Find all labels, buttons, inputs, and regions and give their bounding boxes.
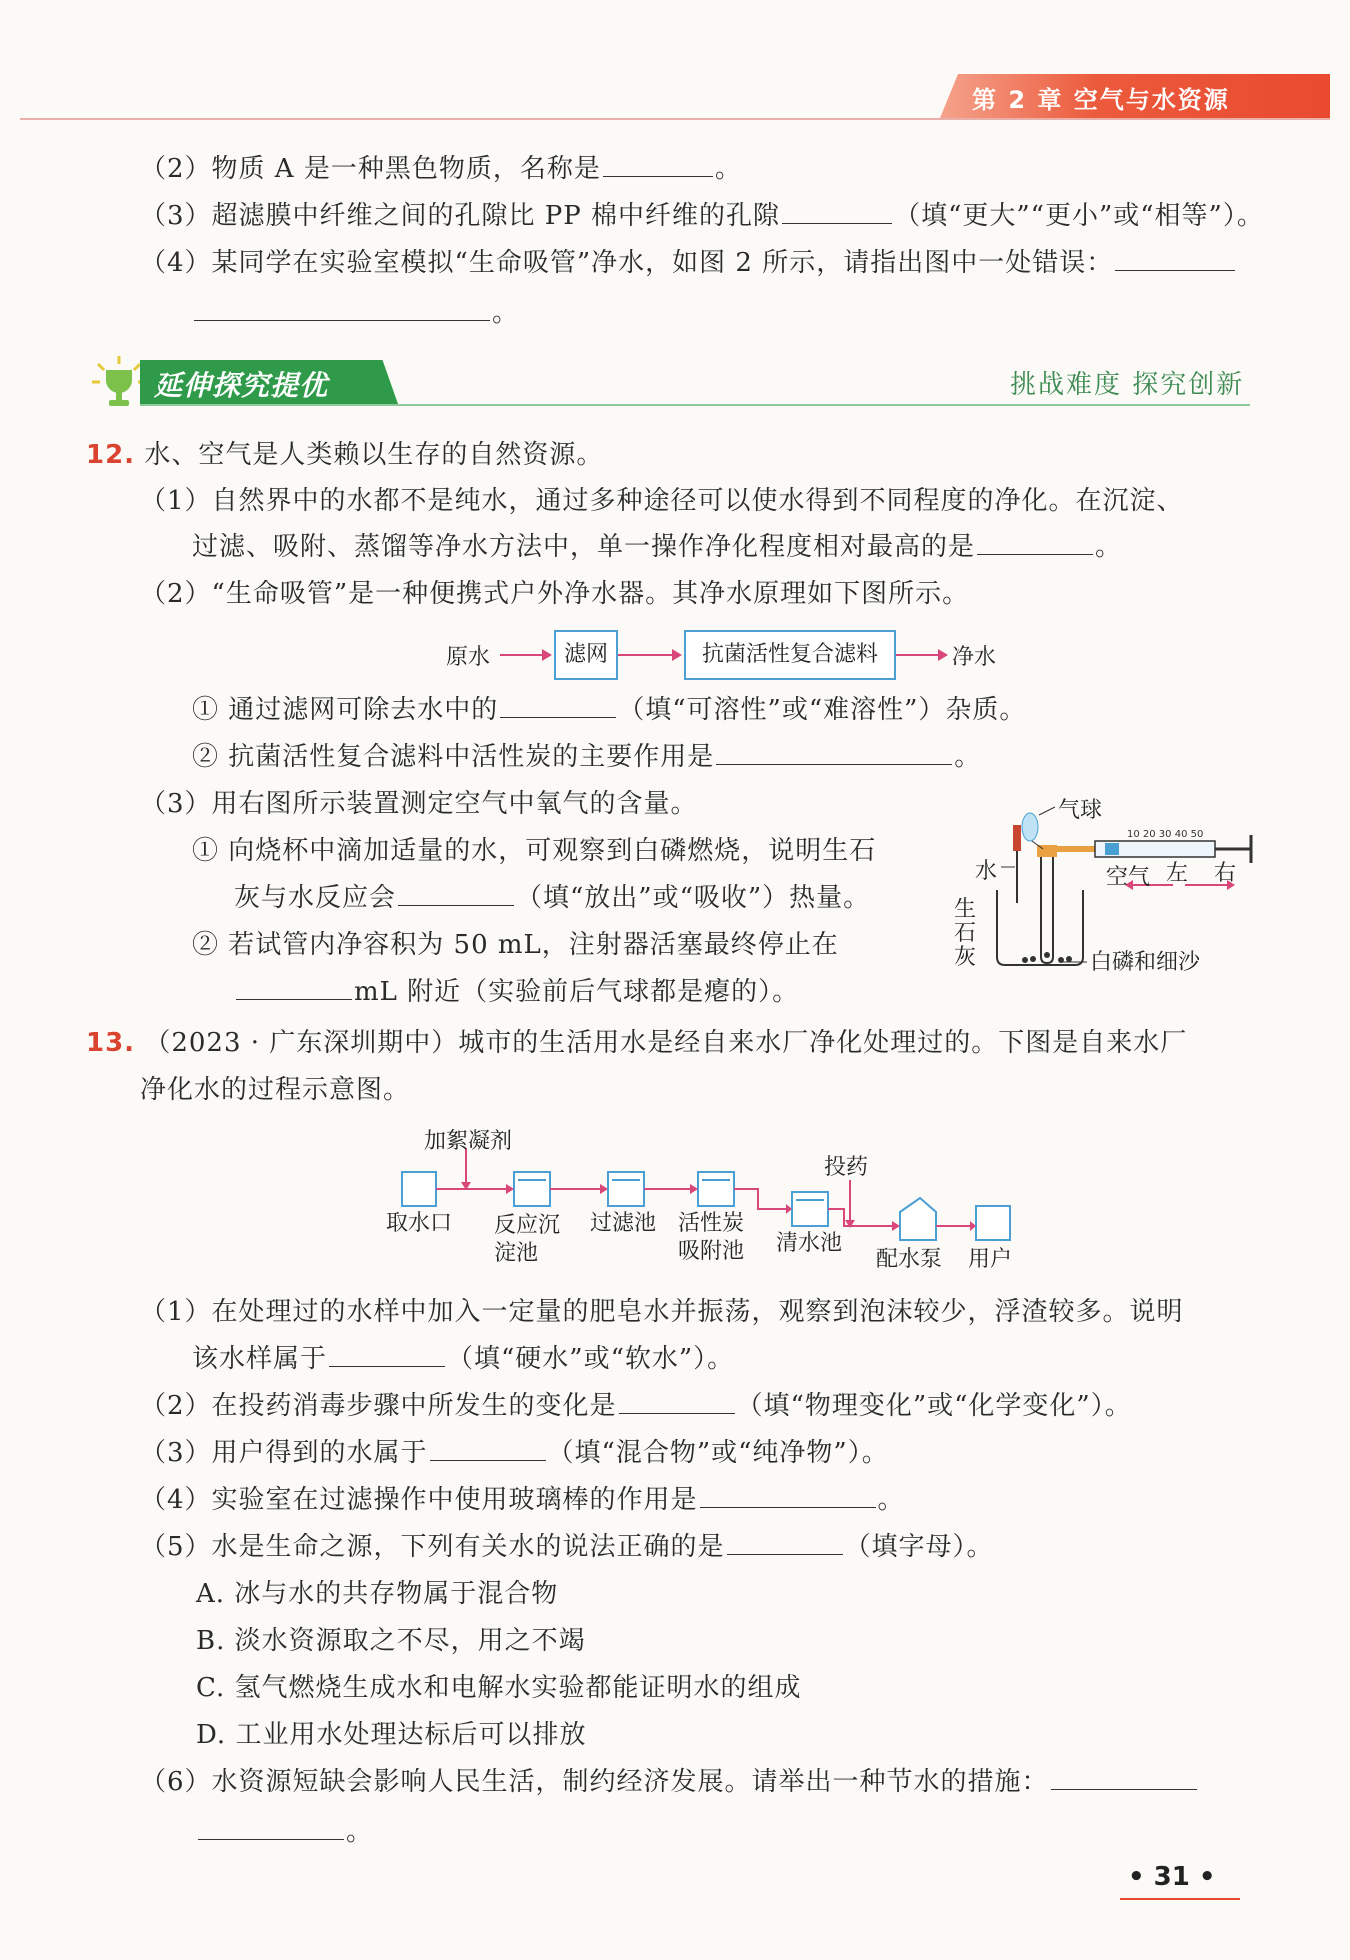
flow-filter-box: 滤网 xyxy=(554,630,618,680)
q13-part4: （4）实验室在过滤操作中使用玻璃棒的作用是 。 xyxy=(140,1485,905,1515)
label-pump: 配水泵 xyxy=(876,1247,943,1272)
header-rule xyxy=(20,118,1330,120)
answer-blank[interactable] xyxy=(398,881,514,906)
answer-blank[interactable] xyxy=(619,1389,735,1414)
label-clear-tank: 清水池 xyxy=(776,1231,843,1256)
label-right: 右 xyxy=(1214,861,1237,886)
q13-stem: 13. （2023 · 广东深圳期中）城市的生活用水是经自来水厂净化处理过的。下图是自来水厂 xyxy=(86,1028,1188,1058)
label-user: 用户 xyxy=(968,1247,1013,1272)
answer-blank[interactable] xyxy=(198,1815,344,1840)
q13-option-a[interactable]: A. 冰与水的共存物属于混合物 xyxy=(196,1579,559,1609)
answer-blank[interactable] xyxy=(236,975,352,1000)
q13-part6-cont: 。 xyxy=(196,1815,373,1849)
q12-part3: （3）用右图所示装置测定空气中氧气的含量。 xyxy=(140,789,698,819)
label-left: 左 xyxy=(1166,861,1189,886)
answer-blank[interactable] xyxy=(1115,246,1235,271)
flow-arrow xyxy=(896,654,946,656)
label-quicklime: 生石灰 xyxy=(954,897,977,970)
q11-part4: （4）某同学在实验室模拟“生命吸管”净水，如图 2 所示，请指出图中一处错误： xyxy=(140,246,1237,280)
label-filter-tank: 过滤池 xyxy=(590,1211,657,1236)
q12-part3-2-cont: mL 附近（实验前后气球都是瘪的）。 xyxy=(234,975,799,1009)
page-number: • 31 • xyxy=(1128,1862,1216,1892)
section-title: 延伸探究提优 xyxy=(154,369,329,402)
answer-blank[interactable] xyxy=(1051,1765,1197,1790)
q13-stem-cont: 净化水的过程示意图。 xyxy=(140,1075,411,1105)
label-sedimentation: 反应沉 xyxy=(494,1213,561,1238)
q13-part5: （5）水是生命之源，下列有关水的说法正确的是 （填字母）。 xyxy=(140,1532,994,1562)
q12-stem: 12. 水、空气是人类赖以生存的自然资源。 xyxy=(86,440,604,470)
flow-raw-water: 原水 xyxy=(446,645,491,670)
q13-part1-cont: 该水样属于 （填“硬水”或“软水”）。 xyxy=(192,1344,735,1374)
answer-blank[interactable] xyxy=(977,530,1093,555)
q13-part2: （2）在投药消毒步骤中所发生的变化是 （填“物理变化”或“化学变化”）。 xyxy=(140,1391,1132,1421)
flow-arrow xyxy=(500,654,550,656)
q12-part3-1-cont: 灰与水反应会 （填“放出”或“吸收”）热量。 xyxy=(234,883,871,913)
answer-blank[interactable] xyxy=(194,296,490,321)
q12-part3-2: ② 若试管内净容积为 50 mL，注射器活塞最终停止在 xyxy=(192,930,839,960)
syringe-scale: 10 20 30 40 50 xyxy=(1127,829,1204,840)
label-dosing: 投药 xyxy=(824,1155,869,1180)
q13-part6: （6）水资源短缺会影响人民生活，制约经济发展。请举出一种节水的措施： xyxy=(140,1765,1199,1799)
q12-part1-cont: 过滤、吸附、蒸馏等净水方法中，单一操作净化程度相对最高的是 。 xyxy=(192,532,1123,562)
q13-part3: （3）用户得到的水属于 （填“混合物”或“纯净物”）。 xyxy=(140,1438,889,1468)
q12-part1: （1）自然界中的水都不是纯水，通过多种途径可以使水得到不同程度的净化。在沉淀、 xyxy=(140,486,1184,516)
flow-clean-water: 净水 xyxy=(952,645,997,670)
label-carbon: 活性炭 xyxy=(678,1211,745,1236)
q13-option-d[interactable]: D. 工业用水处理达标后可以排放 xyxy=(196,1720,587,1750)
answer-blank[interactable] xyxy=(603,152,713,177)
answer-blank[interactable] xyxy=(727,1530,843,1555)
question-number: 12. xyxy=(86,440,136,470)
q13-option-c[interactable]: C. 氢气燃烧生成水和电解水实验都能证明水的组成 xyxy=(196,1673,802,1703)
label-phosphorus: 白磷和细沙 xyxy=(1090,950,1201,975)
label-balloon: 气球 xyxy=(1058,798,1103,823)
question-number: 13. xyxy=(86,1028,136,1058)
flow-media-box: 抗菌活性复合滤料 xyxy=(684,630,896,680)
answer-blank[interactable] xyxy=(329,1342,445,1367)
answer-blank[interactable] xyxy=(500,693,616,718)
flow-arrow xyxy=(618,654,680,656)
label-water: 水 xyxy=(975,859,998,884)
q11-part2: （2）物质 A 是一种黑色物质，名称是 。 xyxy=(140,154,742,184)
q12-part3-1: ① 向烧杯中滴加适量的水，可观察到白磷燃烧，说明生石 xyxy=(192,836,877,866)
q11-part3: （3）超滤膜中纤维之间的孔隙比 PP 棉中纤维的孔隙 （填“更大”“更小”或“相等”）。 xyxy=(140,201,1264,231)
label-carbon-2: 吸附池 xyxy=(678,1239,745,1264)
section-subtitle: 挑战难度 探究创新 xyxy=(1010,370,1245,400)
answer-blank[interactable] xyxy=(430,1436,546,1461)
label-sedimentation-2: 淀池 xyxy=(494,1241,539,1266)
q12-part2-2: ② 抗菌活性复合滤料中活性炭的主要作用是 。 xyxy=(192,742,982,772)
q12-part2-1: ① 通过滤网可除去水中的 （填“可溶性”或“难溶性”）杂质。 xyxy=(192,695,1027,725)
answer-blank[interactable] xyxy=(700,1483,876,1508)
q13-option-b[interactable]: B. 淡水资源取之不尽，用之不竭 xyxy=(196,1626,586,1656)
answer-blank[interactable] xyxy=(782,199,892,224)
answer-blank[interactable] xyxy=(716,740,952,765)
label-air: 空气 xyxy=(1106,865,1151,890)
section-rule xyxy=(140,404,1250,406)
chapter-title: 第 2 章 空气与水资源 xyxy=(972,86,1230,114)
label-flocculant: 加絮凝剂 xyxy=(424,1129,513,1154)
q12-part2: （2）“生命吸管”是一种便携式户外净水器。其净水原理如下图所示。 xyxy=(140,579,970,609)
label-intake: 取水口 xyxy=(386,1211,453,1236)
q13-part1: （1）在处理过的水样中加入一定量的肥皂水并振荡，观察到泡沫较少，浮渣较多。说明 xyxy=(140,1297,1184,1327)
page-rule xyxy=(1120,1898,1240,1900)
q11-part4-cont: 。 xyxy=(192,296,519,330)
